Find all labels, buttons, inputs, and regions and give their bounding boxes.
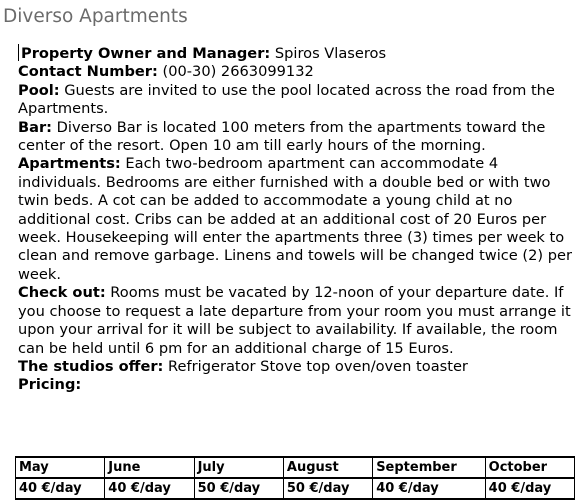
rate-cell: 50 €/day <box>194 478 283 499</box>
rate-cell: 40 €/day <box>373 478 485 499</box>
contact-label: Contact Number: <box>18 63 158 81</box>
pricing-heading <box>18 376 580 394</box>
month-cell: June <box>105 457 194 478</box>
page-title: Diverso Apartments <box>3 6 188 27</box>
month-cell: July <box>194 457 283 478</box>
checkout-line <box>18 284 580 358</box>
month-cell: May <box>16 457 105 478</box>
pool-line <box>18 82 580 119</box>
apartments-line <box>18 155 580 284</box>
month-cell: September <box>373 457 485 478</box>
studios-value: Refrigerator Stove top oven/oven toaster <box>163 357 468 375</box>
bar-label: Bar: <box>18 118 53 136</box>
contact-value: (00-30) 2663099132 <box>157 63 314 81</box>
rate-cell: 50 €/day <box>283 478 372 499</box>
owner-line <box>18 44 580 63</box>
pricing-table <box>15 456 575 500</box>
month-cell: August <box>283 457 372 478</box>
property-info <box>18 44 580 395</box>
pool-value: Guests are invited to use the pool located across the road from the Apartments. <box>18 81 555 118</box>
apartments-label: Apartments: <box>18 155 121 173</box>
studios-line <box>18 358 580 376</box>
rate-cell: 40 €/day <box>105 478 194 499</box>
month-cell: October <box>485 457 574 478</box>
owner-label: Property Owner and Manager: <box>21 45 271 62</box>
checkout-value: Rooms must be vacated by 12-noon of your departure date. If you choose to request a late departure from your room you must arrange it upon your arrival for it will be subject to availability. If available, the room can be held until 6 pm for an additional charge of 15 Euros. <box>18 284 571 357</box>
studios-label: The studios offer: <box>18 357 164 375</box>
pricing-rate-row <box>16 478 575 499</box>
bar-value: Diverso Bar is located 100 meters from the apartments toward the center of the resort. Open 10 am till early hours of the morning. <box>18 118 546 155</box>
pool-label: Pool: <box>18 81 60 99</box>
rate-cell: 40 €/day <box>485 478 574 499</box>
checkout-label: Check out: <box>18 284 106 302</box>
pricing-label: Pricing: <box>18 376 82 394</box>
owner-value: Spiros Vlaseros <box>270 45 387 62</box>
contact-line <box>18 63 580 81</box>
text-cursor <box>18 44 19 61</box>
apartments-value: Each two-bedroom apartment can accommodate 4 individuals. Bedrooms are either furnished with a double bed or with two twin beds. A cot can be added to accommodate a young child at no additional cost. Cribs can be added at an additional cost of 20 Euros per week. Housekeeping will enter the apartments three (3) times per week to clean and remove garbage. Linens and towels will be changed twice (2) per week. <box>18 155 572 283</box>
rate-cell: 40 €/day <box>16 478 105 499</box>
pricing-header-row <box>16 457 575 478</box>
bar-line <box>18 119 580 156</box>
